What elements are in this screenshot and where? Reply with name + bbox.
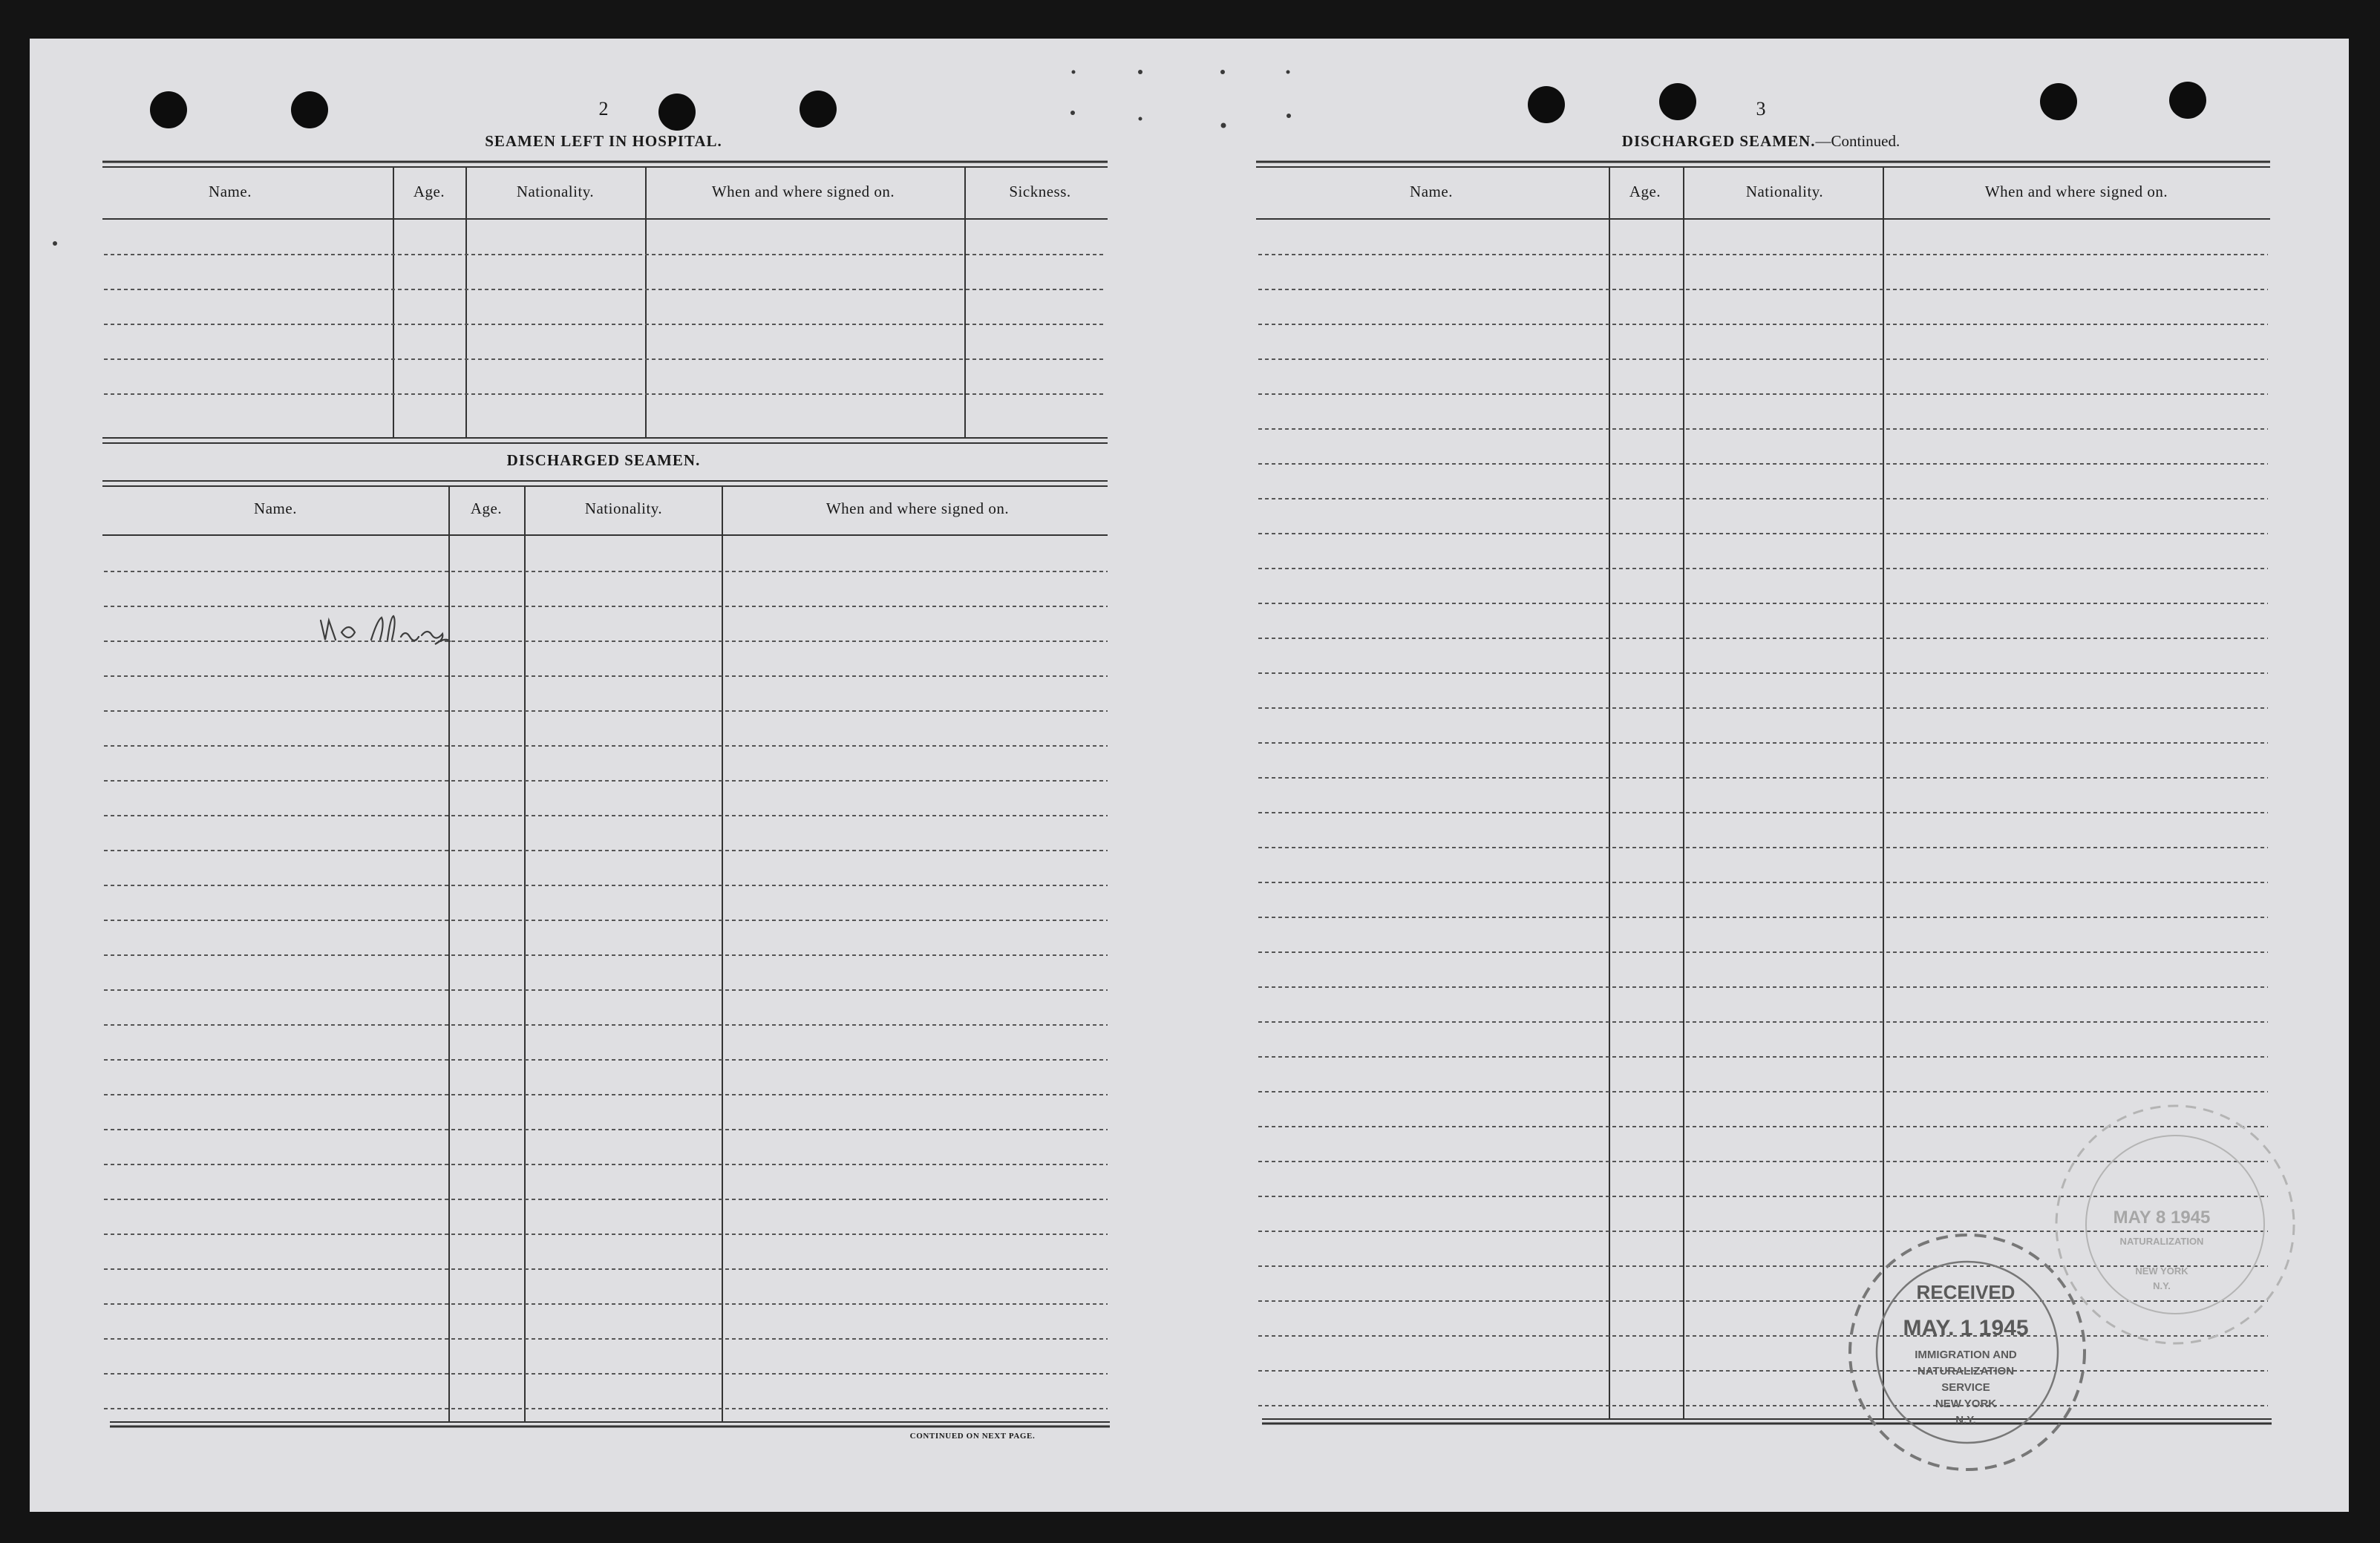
- faint-stamp-line: N.Y.: [2153, 1280, 2171, 1291]
- punch-hole: [800, 91, 837, 128]
- right-title-suffix: —Continued.: [1815, 132, 1900, 150]
- right-title-main: DISCHARGED SEAMEN.: [1621, 132, 1816, 150]
- stamp-received-label: RECEIVED: [1916, 1281, 2016, 1303]
- hospital-col-signed-on: When and where signed on.: [711, 183, 895, 200]
- right-section-title: [1622, 132, 1900, 151]
- right-col-signed-on: When and where signed on.: [1984, 183, 2168, 200]
- faint-stamp-date: MAY 8 1945: [2113, 1208, 2211, 1228]
- stamp-line: IMMIGRATION AND: [1915, 1349, 2017, 1361]
- page-number-left: 2: [598, 98, 609, 119]
- right-col-age: Age.: [1629, 183, 1661, 200]
- discharged-col-signed-on: When and where signed on.: [826, 499, 1010, 517]
- punch-hole: [1528, 86, 1565, 123]
- discharged-col-age: Age.: [470, 499, 503, 517]
- handwriting-scrawl: [321, 616, 450, 644]
- hospital-section-title: SEAMEN LEFT IN HOSPITAL.: [485, 132, 722, 150]
- right-col-nationality: Nationality.: [1745, 183, 1824, 200]
- punch-hole: [291, 91, 328, 128]
- stamp-line: N.Y.: [1955, 1414, 1976, 1426]
- punch-hole: [2169, 82, 2206, 119]
- discharged-col-name: Name.: [254, 499, 297, 517]
- hospital-col-nationality: Nationality.: [516, 183, 595, 200]
- hospital-col-age: Age.: [413, 183, 445, 200]
- discharged-section-title: DISCHARGED SEAMEN.: [506, 451, 701, 469]
- discharged-col-nationality: Nationality.: [584, 499, 663, 517]
- punch-hole: [658, 94, 696, 131]
- right-col-name: Name.: [1410, 183, 1453, 200]
- page-number-right: 3: [1756, 98, 1766, 119]
- punch-holes: [150, 82, 2206, 131]
- punch-hole: [150, 91, 187, 128]
- punch-hole: [1659, 83, 1696, 120]
- stamp-date: MAY. 1 1945: [1903, 1316, 2029, 1340]
- stamp-line: NEW YORK: [1935, 1398, 1997, 1410]
- hospital-col-sickness: Sickness.: [1009, 183, 1071, 200]
- faint-stamp-line: NEW YORK: [2135, 1265, 2188, 1277]
- continued-note: CONTINUED ON NEXT PAGE.: [909, 1432, 1036, 1441]
- stamp-line: NATURALIZATION: [1917, 1365, 2015, 1377]
- hospital-col-name: Name.: [209, 183, 252, 200]
- stamp-line: SERVICE: [1941, 1381, 1990, 1394]
- punch-hole: [2040, 83, 2077, 120]
- faint-stamp-line: NATURALIZATION: [2119, 1236, 2204, 1247]
